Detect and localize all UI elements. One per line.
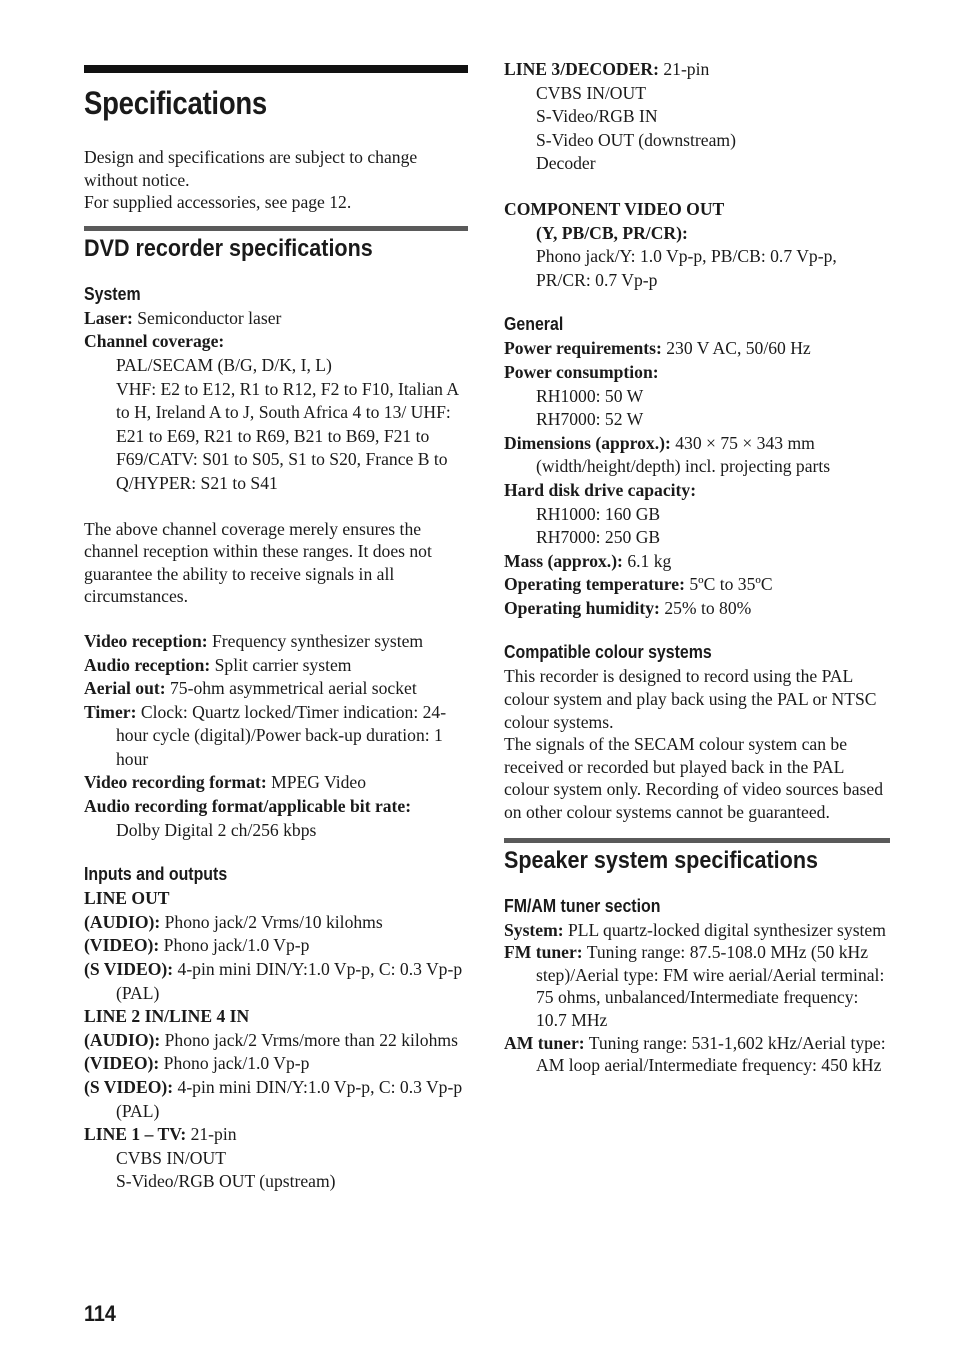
spec-label: AM tuner: — [504, 1032, 585, 1053]
spec-detail: S-Video OUT (downstream) — [536, 129, 736, 150]
spec-detail: RH1000: 50 W — [536, 385, 644, 406]
spec-value: PLL quartz-locked digital synthesizer system — [563, 919, 886, 940]
spec-value: 4-pin mini DIN/Y:1.0 Vp-p, C: 0.3 Vp-p (PAL) — [116, 1077, 463, 1121]
spec-value: Frequency synthesizer system — [207, 630, 424, 651]
spec-label: Power requirements: — [504, 338, 662, 359]
spec-value: 21-pin — [186, 1124, 237, 1145]
spec-row — [504, 597, 890, 621]
subheading-inputs-outputs: Inputs and outputs — [84, 863, 228, 885]
spec-value: Phono jack/2 Vrms/10 kilohms — [160, 911, 383, 932]
page-title: Specifications — [84, 85, 267, 121]
subheading-colour-systems: Compatible colour systems — [504, 641, 712, 663]
section-title-speaker: Speaker system specifications — [504, 846, 818, 874]
section-rule — [84, 226, 468, 231]
spec-detail: RH7000: 52 W — [536, 409, 644, 430]
spec-label: Channel coverage: — [84, 331, 225, 352]
spec-value: Clock: Quartz locked/Timer indication: 24-hour cycle (digital)/Power back-up duration: 1 hour — [116, 701, 447, 769]
section-rule — [504, 838, 890, 843]
spec-label: Timer: — [84, 701, 137, 722]
spec-label: System: — [504, 919, 564, 940]
spec-detail: CVBS IN/OUT — [536, 82, 646, 103]
spec-value: 25% to 80% — [659, 597, 752, 618]
spec-detail: Decoder — [536, 153, 596, 174]
spec-row — [84, 795, 468, 819]
spec-detail — [504, 222, 890, 246]
spec-detail: S-Video/RGB OUT (upstream) — [116, 1171, 336, 1192]
spec-value: 75-ohm asymmetrical aerial socket — [165, 678, 417, 699]
spec-row — [504, 573, 890, 597]
spec-value: 230 V AC, 50/60 Hz — [661, 338, 811, 359]
spec-row — [84, 958, 468, 1005]
right-column — [504, 58, 890, 1077]
spec-label: Operating humidity: — [504, 597, 660, 618]
spec-label: Audio reception: — [84, 654, 211, 675]
spec-row — [504, 361, 890, 385]
spec-row — [84, 934, 468, 958]
spec-detail: VHF: E2 to E12, R1 to R12, F2 to F10, Italian A to H, Ireland A to J, South Africa 4 to 13/ UHF: E21 to E69, R21 to R69, B21 to B69, F21 to F69/CATV: S01 to S05, S1 to S20, France B to Q/HYPER: S21 to S41 — [116, 378, 459, 493]
spec-row — [84, 677, 468, 701]
spec-row — [504, 1032, 890, 1077]
spec-label: (S VIDEO): — [84, 1077, 174, 1097]
spec-label: LINE 2 IN/LINE 4 IN — [84, 1006, 250, 1027]
spec-value: Phono jack/1.0 Vp-p — [159, 1053, 310, 1074]
subheading-general: General — [504, 313, 564, 335]
spec-label: (AUDIO): — [84, 911, 161, 932]
spec-row — [504, 432, 890, 479]
spec-label: Aerial out: — [84, 678, 166, 699]
spec-detail: S-Video/RGB IN — [536, 106, 658, 127]
title-rule — [84, 65, 468, 73]
spec-row — [504, 198, 890, 222]
channel-note: The above channel coverage merely ensures the channel reception within these ranges. It does not guarantee the ability to receive signals in all circumstances. — [84, 518, 432, 607]
spec-row — [84, 771, 468, 795]
spec-row — [84, 654, 468, 678]
spec-value: Phono jack/2 Vrms/more than 22 kilohms — [160, 1029, 458, 1050]
spec-label: LINE OUT — [84, 888, 170, 909]
spec-value: 21-pin — [658, 59, 710, 79]
spec-value: 4-pin mini DIN/Y:1.0 Vp-p, C: 0.3 Vp-p (PAL) — [116, 959, 463, 1003]
spec-row — [504, 919, 890, 942]
spec-label: (S VIDEO): — [84, 959, 174, 980]
section-title-dvd: DVD recorder specifications — [84, 234, 373, 262]
spec-value: MPEG Video — [266, 772, 367, 793]
spec-value: Tuning range: 531-1,602 kHz/Aerial type: AM loop aerial/Intermediate frequency: 450 kHz — [536, 1032, 886, 1076]
spec-label: Video recording format: — [84, 772, 267, 793]
spec-label: LINE 3/DECODER: — [504, 59, 659, 79]
spec-value: 6.1 kg — [622, 550, 672, 571]
spec-label: FM tuner: — [504, 942, 583, 963]
spec-label: Video reception: — [84, 630, 208, 651]
spec-row — [84, 1123, 468, 1147]
spec-row — [504, 337, 890, 361]
spec-row — [504, 479, 890, 503]
subheading-system: System — [84, 282, 141, 304]
intro — [84, 146, 468, 214]
left-column — [84, 58, 468, 1194]
spec-row — [84, 887, 468, 911]
intro-line: Design and specifications are subject to change without notice. — [84, 147, 418, 190]
spec-row — [504, 58, 890, 82]
spec-row — [84, 911, 468, 935]
spec-row — [84, 1076, 468, 1123]
spec-label: COMPONENT VIDEO OUT — [504, 198, 725, 219]
page-number: 114 — [84, 1301, 116, 1326]
spec-label: Hard disk drive capacity: — [504, 479, 697, 500]
spec-label: (AUDIO): — [84, 1029, 161, 1050]
spec-label: Audio recording format/applicable bit rate: — [84, 796, 412, 817]
spec-row — [504, 550, 890, 574]
spec-row-channel — [84, 330, 468, 354]
spec-label: Mass (approx.): — [504, 550, 623, 571]
spec-value: Semiconductor laser — [132, 307, 282, 328]
spec-row — [504, 941, 890, 1031]
colour-paragraph: This recorder is designed to record using the PAL colour system and play back using the PAL or NTSC colour systems. — [504, 666, 877, 732]
colour-paragraph: The signals of the SECAM colour system can be received or recorded but played back in the PAL colour system only. Recording of video sources based on other colour systems cannot be guaranteed. — [504, 734, 883, 823]
spec-detail: RH1000: 160 GB — [536, 503, 661, 524]
spec-value: Split carrier system — [210, 654, 352, 675]
spec-value: Phono jack/1.0 Vp-p — [159, 935, 310, 956]
spec-value: Tuning range: 87.5-108.0 MHz (50 kHz step)/Aerial type: FM wire aerial/Aerial terminal: 75 ohms, unbalanced/Intermediate frequency: 10.7 MHz — [536, 942, 885, 1030]
spec-row — [84, 701, 468, 772]
spec-label: (Y, PB/CB, PR/CR): — [536, 222, 688, 243]
spec-detail: CVBS IN/OUT — [116, 1147, 226, 1168]
spec-detail: PAL/SECAM (B/G, D/K, I, L) — [116, 354, 332, 375]
spec-label: LINE 1 – TV: — [84, 1124, 187, 1145]
intro-line: For supplied accessories, see page 12. — [84, 192, 352, 213]
spec-row — [84, 1005, 468, 1029]
spec-label: (VIDEO): — [84, 1053, 160, 1074]
spec-label: Operating temperature: — [504, 574, 685, 595]
spec-label: Power consumption: — [504, 361, 659, 382]
spec-row — [84, 630, 468, 654]
spec-row — [84, 1029, 468, 1053]
spec-detail: Phono jack/Y: 1.0 Vp-p, PB/CB: 0.7 Vp-p, PR/CR: 0.7 Vp-p — [536, 246, 837, 290]
spec-label: Dimensions (approx.): — [504, 432, 671, 453]
spec-detail: RH7000: 250 GB — [536, 527, 661, 548]
spec-row — [84, 1052, 468, 1076]
spec-label: Laser: — [84, 307, 133, 328]
spec-row-laser — [84, 307, 468, 331]
spec-value: 5ºC to 35ºC — [684, 574, 773, 595]
spec-value: 430 × 75 × 343 mm (width/height/depth) incl. projecting parts — [536, 432, 831, 477]
spec-detail: Dolby Digital 2 ch/256 kbps — [116, 819, 317, 840]
subheading-tuner: FM/AM tuner section — [504, 894, 661, 916]
spec-label: (VIDEO): — [84, 935, 160, 956]
